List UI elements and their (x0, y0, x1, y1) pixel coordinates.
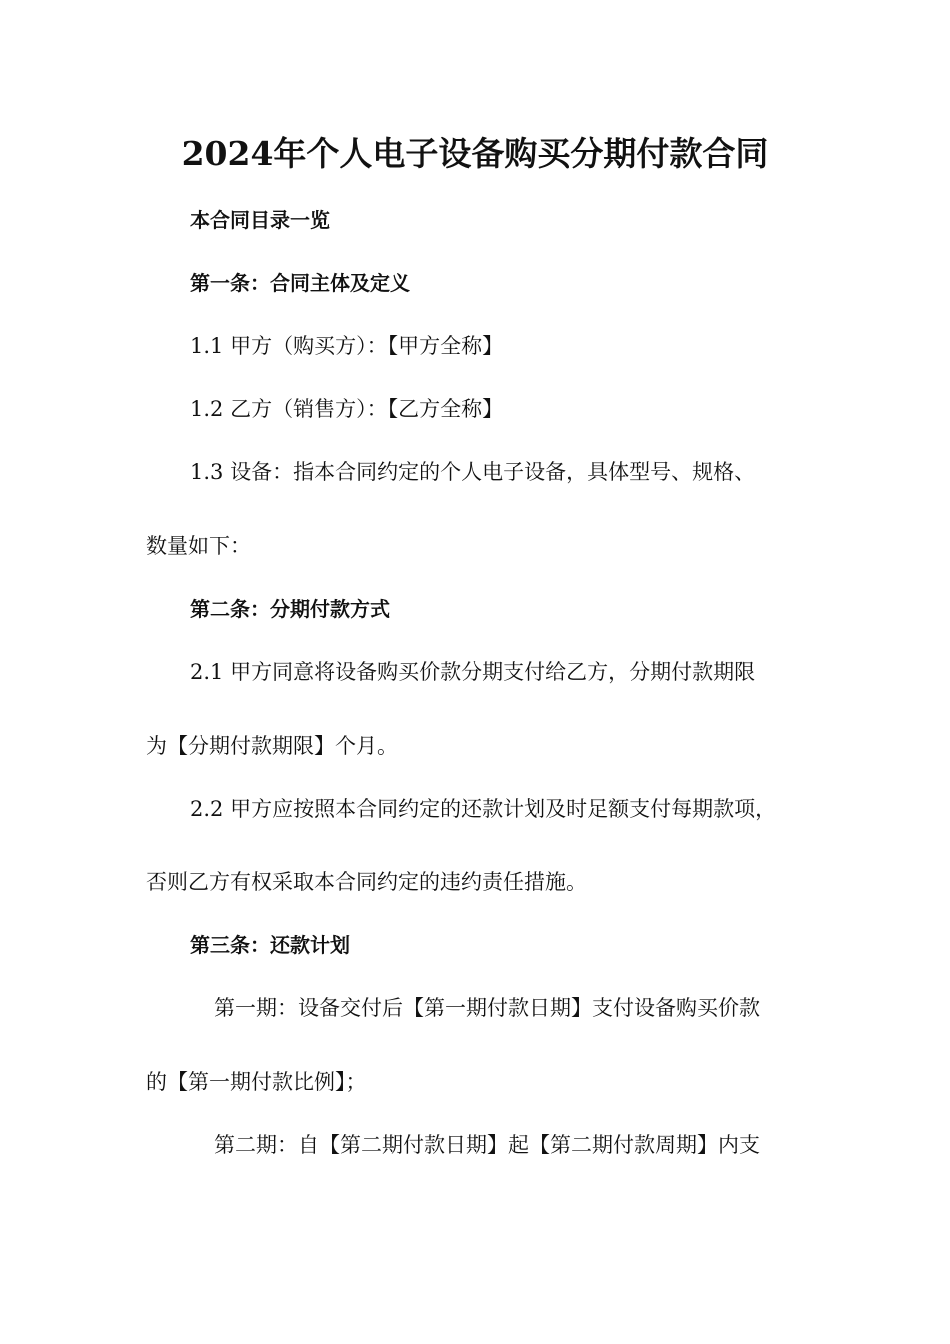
article-1-heading: 第一条：合同主体及定义 (190, 271, 410, 295)
clause-2-2-line-2: 否则乙方有权采取本合同约定的违约责任措施。 (146, 870, 587, 894)
clause-1-3-line-2: 数量如下： (146, 534, 251, 558)
article-3-heading: 第三条：还款计划 (190, 933, 350, 957)
period-2-line-1: 第二期：自【第二期付款日期】起【第二期付款周期】内支 (214, 1133, 760, 1157)
article-2-heading: 第二条：分期付款方式 (190, 597, 390, 621)
clause-2-1-line-1: 2.1 甲方同意将设备购买价款分期支付给乙方，分期付款期限 (190, 660, 756, 684)
toc-heading: 本合同目录一览 (190, 208, 330, 232)
clause-2-2-line-1: 2.2 甲方应按照本合同约定的还款计划及时足额支付每期款项， (190, 797, 777, 821)
clause-1-1: 1.1 甲方（购买方）：【甲方全称】 (190, 334, 504, 358)
clause-1-3-line-1: 1.3 设备：指本合同约定的个人电子设备，具体型号、规格、 (190, 460, 756, 484)
document-title: 2024年个人电子设备购买分期付款合同 (181, 134, 769, 173)
period-1-line-1: 第一期：设备交付后【第一期付款日期】支付设备购买价款 (214, 996, 760, 1020)
period-1-line-2: 的【第一期付款比例】； (146, 1070, 367, 1094)
clause-2-1-line-2: 为【分期付款期限】个月。 (146, 734, 398, 758)
clause-1-2: 1.2 乙方（销售方）：【乙方全称】 (190, 397, 504, 421)
